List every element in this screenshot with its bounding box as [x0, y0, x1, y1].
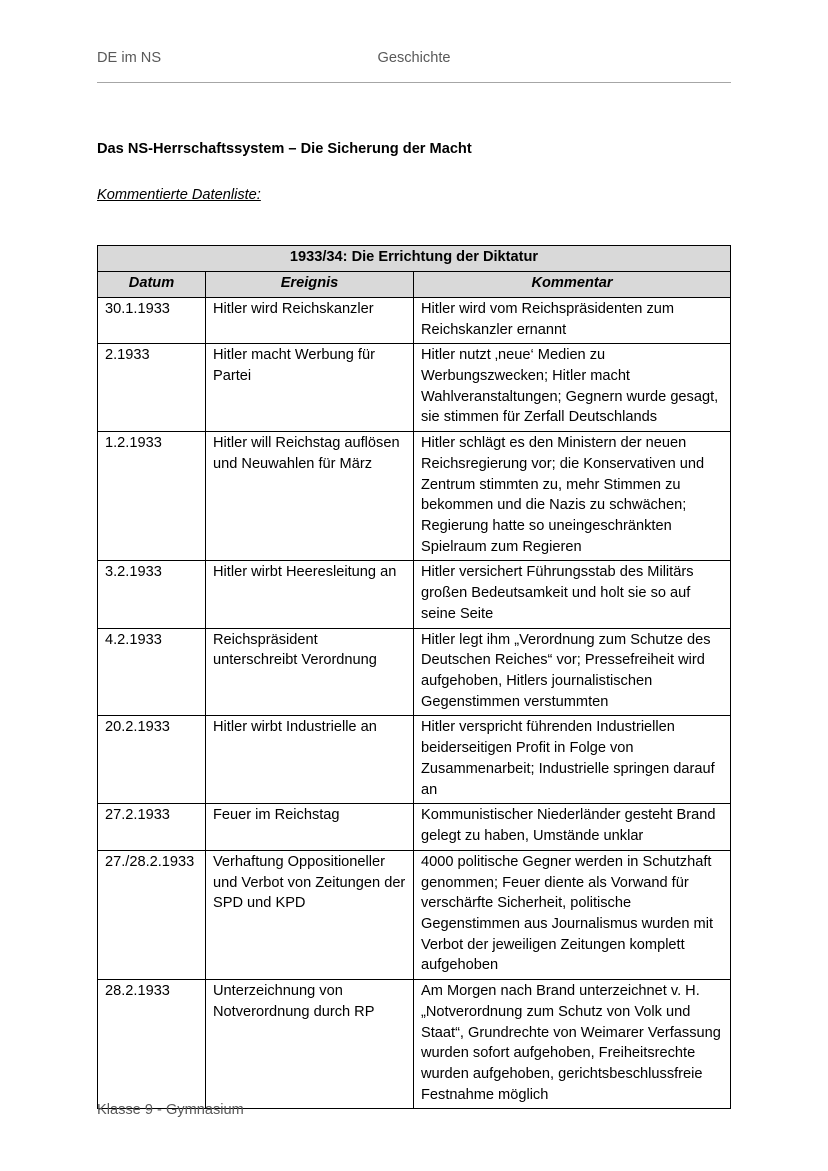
cell-kommentar: Am Morgen nach Brand unterzeichnet v. H. „Notverordnung zum Schutz von Volk und Staat“, Grundrechte von Weimarer Verfassung wurden sofort aufgehoben, Freiheitsrechte wurden aufgehoben, gerichtsbeschlussfreie Festnahme möglich	[414, 980, 731, 1109]
cell-kommentar: Hitler versichert Führungsstab des Militärs großen Bedeutsamkeit und holt sie so auf seine Seite	[414, 561, 731, 628]
cell-kommentar: Hitler verspricht führenden Industriellen beiderseitigen Profit in Folge von Zusammenarbeit; Industrielle springen darauf an	[414, 716, 731, 804]
page-footer: Klasse 9 - Gymnasium	[97, 1102, 244, 1118]
table-row	[98, 628, 731, 716]
cell-kommentar: Hitler legt ihm „Verordnung zum Schutze des Deutschen Reiches“ vor; Pressefreiheit wird aufgehoben, Hitlers journalistischen Gegenstimmen verstummten	[414, 628, 731, 716]
cell-ereignis: Hitler wirbt Industrielle an	[206, 716, 414, 804]
cell-kommentar: Kommunistischer Niederländer gesteht Brand gelegt zu haben, Umstände unklar	[414, 804, 731, 850]
cell-ereignis: Unterzeichnung von Notverordnung durch RP	[206, 980, 414, 1109]
table-row	[98, 432, 731, 561]
cell-ereignis: Hitler macht Werbung für Partei	[206, 344, 414, 432]
table-row	[98, 716, 731, 804]
document-subtitle: Kommentierte Datenliste:	[97, 187, 261, 204]
cell-datum: 28.2.1933	[98, 980, 206, 1109]
column-header-datum: Datum	[98, 272, 206, 298]
table-caption: 1933/34: Die Errichtung der Diktatur	[98, 246, 731, 272]
cell-kommentar: Hitler schlägt es den Ministern der neuen Reichsregierung vor; die Konservativen und Zentrum stimmten zu, mehr Stimmen zu bekommen und die Nazis zu schwächen; Regierung hatte so uneingeschränkten Spielraum zum Regieren	[414, 432, 731, 561]
cell-ereignis: Hitler wirbt Heeresleitung an	[206, 561, 414, 628]
cell-kommentar: Hitler nutzt ‚neue‘ Medien zu Werbungszwecken; Hitler macht Wahlveranstaltungen; Gegnern wurde gesagt, sie stimmen für Zerfall Deutschlands	[414, 344, 731, 432]
data-table	[97, 245, 731, 1109]
header-left: DE im NS	[97, 50, 162, 66]
cell-kommentar: Hitler wird vom Reichspräsidenten zum Reichskanzler ernannt	[414, 297, 731, 343]
cell-ereignis: Hitler wird Reichskanzler	[206, 297, 414, 343]
cell-datum: 20.2.1933	[98, 716, 206, 804]
cell-ereignis: Reichspräsident unterschreibt Verordnung	[206, 628, 414, 716]
document-title: Das NS-Herrschaftssystem – Die Sicherung der Macht	[97, 141, 472, 158]
cell-kommentar: 4000 politische Gegner werden in Schutzhaft genommen; Feuer diente als Vorwand für verschärfte Sicherheit, politische Gegenstimmen aus Journalismus wurden mit Verbot der jeweiligen Zeitungen komplett aufgehoben	[414, 850, 731, 979]
column-header-kommentar: Kommentar	[414, 272, 731, 298]
cell-ereignis: Verhaftung Oppositioneller und Verbot von Zeitungen der SPD und KPD	[206, 850, 414, 979]
cell-datum: 27.2.1933	[98, 804, 206, 850]
cell-datum: 30.1.1933	[98, 297, 206, 343]
table-row	[98, 561, 731, 628]
table-row	[98, 850, 731, 979]
table-body	[98, 246, 731, 1109]
cell-datum: 4.2.1933	[98, 628, 206, 716]
cell-datum: 2.1933	[98, 344, 206, 432]
page-header	[97, 48, 731, 83]
table-caption-row	[98, 246, 731, 272]
table-row	[98, 980, 731, 1109]
table-row	[98, 804, 731, 850]
cell-datum: 27./28.2.1933	[98, 850, 206, 979]
cell-ereignis: Feuer im Reichstag	[206, 804, 414, 850]
cell-datum: 3.2.1933	[98, 561, 206, 628]
table-header-row	[98, 272, 731, 298]
cell-ereignis: Hitler will Reichstag auflösen und Neuwahlen für März	[206, 432, 414, 561]
table-row	[98, 344, 731, 432]
header-center: Geschichte	[377, 50, 451, 66]
cell-datum: 1.2.1933	[98, 432, 206, 561]
column-header-ereignis: Ereignis	[206, 272, 414, 298]
table-row	[98, 297, 731, 343]
